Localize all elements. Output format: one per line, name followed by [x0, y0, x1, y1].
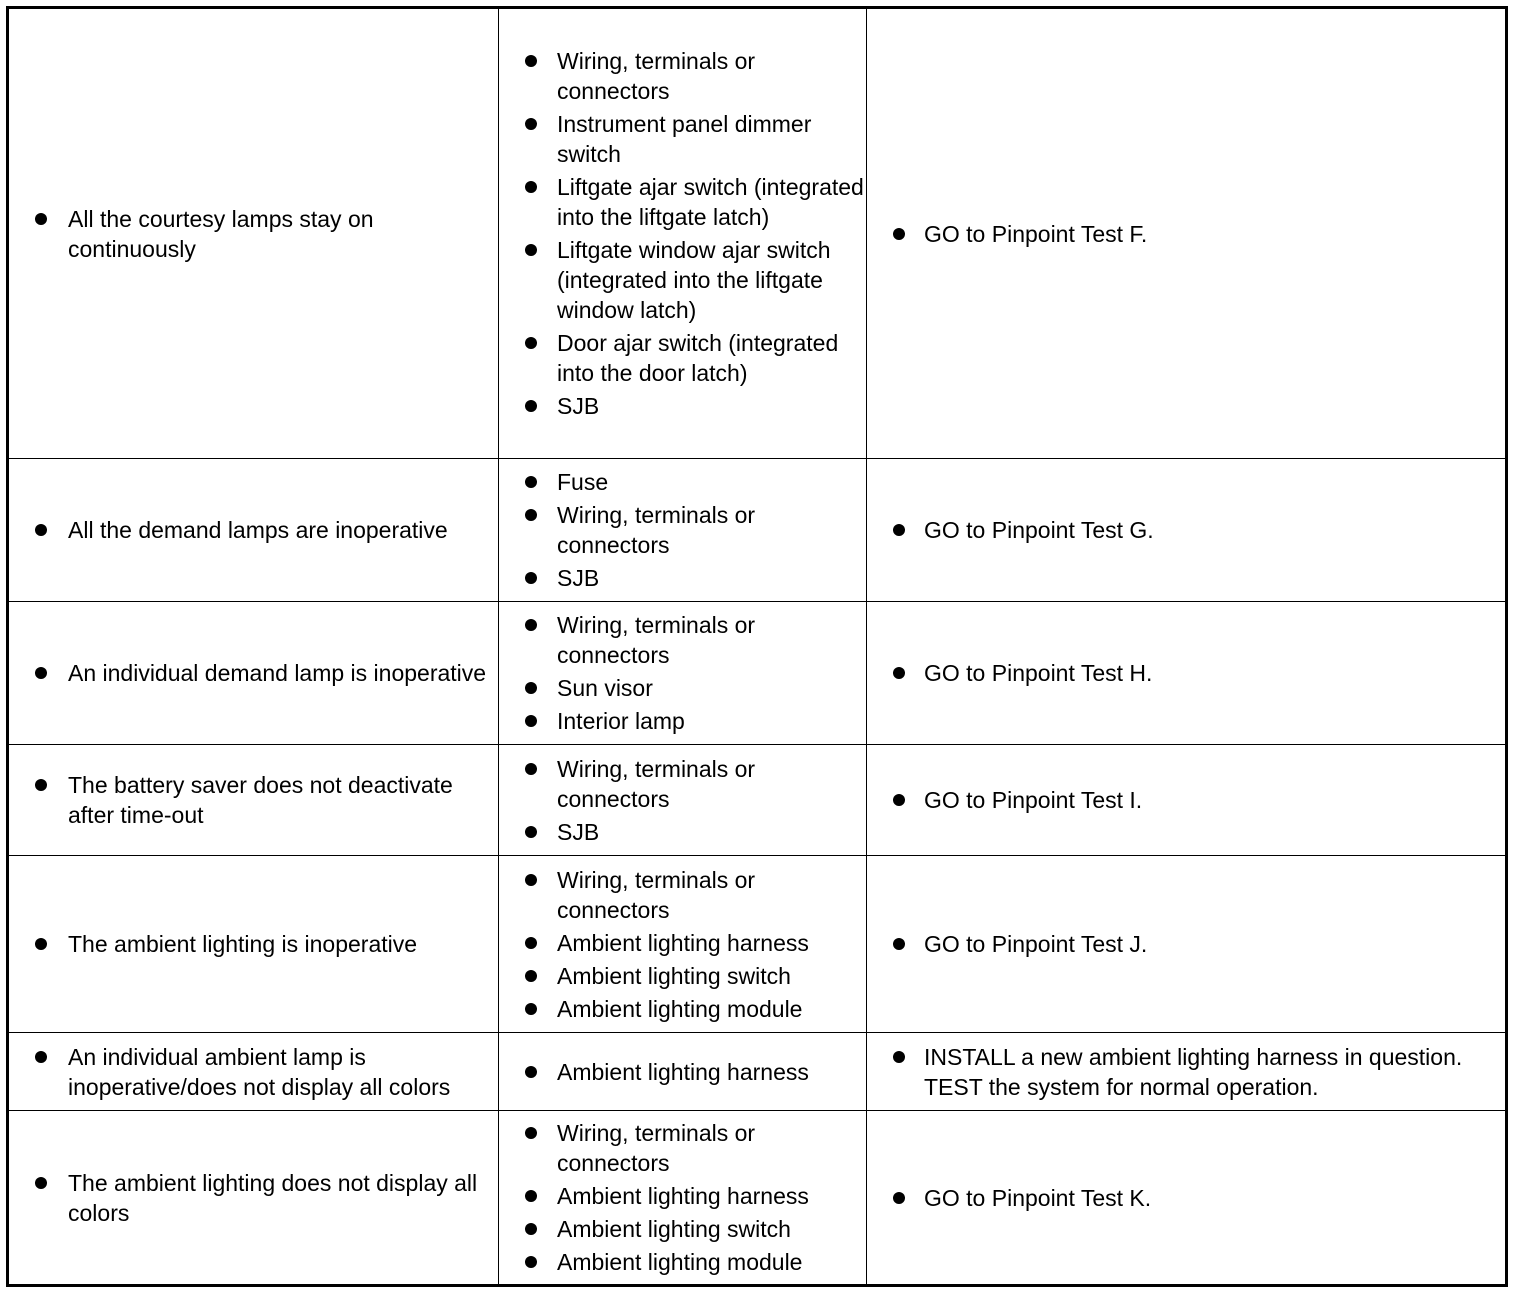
- cause-text: Liftgate ajar switch (integrated into the liftgate latch): [557, 174, 864, 230]
- bullet-icon: [525, 715, 537, 727]
- causes-cell: [499, 856, 867, 1033]
- cause-text: Wiring, terminals or connectors: [557, 755, 756, 812]
- bullet-icon: [893, 1051, 905, 1063]
- cause-text: Ambient lighting switch: [557, 962, 791, 989]
- cause-text: Wiring, terminals or connectors: [557, 612, 756, 668]
- cause-text: Instrument panel dimmer switch: [557, 111, 812, 167]
- bullet-icon: [525, 244, 537, 256]
- bullet-icon: [35, 524, 47, 536]
- action-cell: [867, 1111, 1507, 1286]
- table-row: [8, 745, 1507, 856]
- bullet-icon: [525, 118, 537, 130]
- action-text: GO to Pinpoint Test F.: [924, 220, 1148, 247]
- cause-text: Wiring, terminals or connectors: [557, 48, 756, 104]
- cause-text: SJB: [557, 818, 600, 845]
- action-cell: [867, 8, 1507, 459]
- cause-text: SJB: [557, 565, 600, 591]
- action-text: GO to Pinpoint Test I.: [924, 787, 1143, 813]
- condition-text: An individual ambient lamp is inoperative/does not display all colors: [68, 1043, 451, 1100]
- bullet-icon: [35, 1177, 47, 1189]
- action-cell: [867, 602, 1507, 745]
- causes-cell: [499, 1111, 867, 1286]
- action-text: GO to Pinpoint Test G.: [924, 517, 1154, 543]
- table-row: [8, 602, 1507, 745]
- bullet-icon: [525, 682, 537, 694]
- condition-cell: [8, 1033, 499, 1111]
- bullet-icon: [893, 667, 905, 679]
- cause-text: Ambient lighting switch: [557, 1216, 791, 1242]
- condition-cell: [8, 745, 499, 856]
- cause-text: Ambient lighting module: [557, 995, 803, 1022]
- cause-text: Sun visor: [557, 675, 653, 701]
- causes-cell: [499, 8, 867, 459]
- action-text: GO to Pinpoint Test K.: [924, 1184, 1152, 1211]
- cause-text: Ambient lighting harness: [557, 929, 809, 956]
- condition-cell: [8, 602, 499, 745]
- bullet-icon: [525, 1003, 537, 1015]
- bullet-icon: [35, 667, 47, 679]
- action-text: GO to Pinpoint Test J.: [924, 931, 1148, 957]
- cause-text: Fuse: [557, 469, 609, 495]
- causes-cell: [499, 1033, 867, 1111]
- bullet-icon: [525, 572, 537, 584]
- action-text: GO to Pinpoint Test H.: [924, 660, 1153, 686]
- condition-cell: [8, 8, 499, 459]
- bullet-icon: [893, 794, 905, 806]
- condition-cell: [8, 856, 499, 1033]
- action-cell: [867, 745, 1507, 856]
- bullet-icon: [525, 1190, 537, 1202]
- condition-text: All the demand lamps are inoperative: [68, 517, 448, 543]
- table-row: [8, 856, 1507, 1033]
- cause-text: Ambient lighting harness: [557, 1183, 809, 1209]
- bullet-icon: [893, 1192, 905, 1204]
- table-row: [8, 459, 1507, 602]
- bullet-icon: [35, 938, 47, 950]
- bullet-icon: [525, 1127, 537, 1139]
- bullet-icon: [893, 228, 905, 240]
- bullet-icon: [525, 826, 537, 838]
- cause-text: Ambient lighting harness: [557, 1058, 809, 1085]
- bullet-icon: [893, 524, 905, 536]
- condition-cell: [8, 459, 499, 602]
- action-cell: [867, 856, 1507, 1033]
- condition-text: All the courtesy lamps stay on continuously: [68, 205, 374, 262]
- action-text: INSTALL a new ambient lighting harness in question. TEST the system for normal operation.: [924, 1043, 1463, 1100]
- bullet-icon: [525, 181, 537, 193]
- bullet-icon: [525, 874, 537, 886]
- table-row: [8, 8, 1507, 459]
- action-cell: [867, 1033, 1507, 1111]
- bullet-icon: [35, 779, 47, 791]
- condition-text: The ambient lighting is inoperative: [68, 931, 418, 957]
- bullet-icon: [525, 1066, 537, 1078]
- condition-text: The battery saver does not deactivate after time-out: [68, 772, 453, 828]
- bullet-icon: [525, 337, 537, 349]
- action-cell: [867, 459, 1507, 602]
- cause-text: Wiring, terminals or connectors: [557, 502, 756, 558]
- cause-text: Door ajar switch (integrated into the door latch): [557, 330, 839, 386]
- bullet-icon: [35, 213, 47, 225]
- bullet-icon: [525, 55, 537, 67]
- bullet-icon: [525, 1256, 537, 1268]
- bullet-icon: [525, 400, 537, 412]
- causes-cell: [499, 459, 867, 602]
- causes-cell: [499, 602, 867, 745]
- table-row: [8, 1033, 1507, 1111]
- cause-text: SJB: [557, 393, 600, 419]
- cause-text: Wiring, terminals or connectors: [557, 1120, 756, 1176]
- condition-text: The ambient lighting does not display all colors: [68, 1169, 478, 1226]
- bullet-icon: [525, 619, 537, 631]
- cause-text: Wiring, terminals or connectors: [557, 866, 756, 923]
- bullet-icon: [525, 476, 537, 488]
- bullet-icon: [893, 938, 905, 950]
- causes-cell: [499, 745, 867, 856]
- bullet-icon: [525, 1223, 537, 1235]
- cause-text: Ambient lighting module: [557, 1249, 803, 1275]
- bullet-icon: [525, 509, 537, 521]
- cause-text: Liftgate window ajar switch (integrated into the liftgate window latch): [557, 237, 831, 323]
- bullet-icon: [525, 763, 537, 775]
- table-row: [8, 1111, 1507, 1286]
- bullet-icon: [525, 937, 537, 949]
- symptom-chart-table: [6, 6, 1508, 1287]
- condition-text: An individual demand lamp is inoperative: [68, 660, 487, 686]
- cause-text: Interior lamp: [557, 708, 685, 734]
- bullet-icon: [525, 970, 537, 982]
- condition-cell: [8, 1111, 499, 1286]
- bullet-icon: [35, 1051, 47, 1063]
